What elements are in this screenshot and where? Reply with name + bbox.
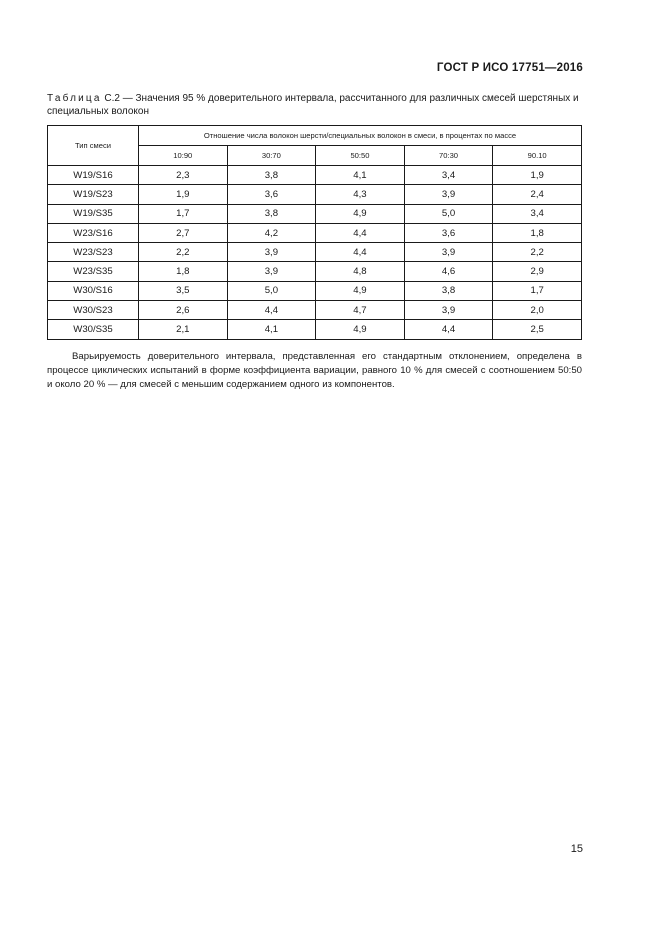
cell-value: 4,9	[316, 281, 405, 300]
cell-value: 3,9	[404, 301, 493, 320]
table-row	[48, 320, 582, 339]
cell-value: 4,1	[316, 166, 405, 185]
cell-value: 4,1	[227, 320, 316, 339]
cell-value: 1,8	[493, 223, 582, 242]
cell-mixture-type: W19/S23	[48, 185, 139, 204]
cell-value: 4,4	[316, 223, 405, 242]
cell-value: 5,0	[404, 204, 493, 223]
cell-value: 4,4	[404, 320, 493, 339]
table-row	[48, 262, 582, 281]
cell-value: 3,4	[493, 204, 582, 223]
cell-mixture-type: W19/S35	[48, 204, 139, 223]
column-header-ratio: 90.10	[493, 146, 582, 166]
cell-value: 2,0	[493, 301, 582, 320]
table-row	[48, 204, 582, 223]
cell-value: 3,5	[139, 281, 228, 300]
document-id-header: ГОСТ Р ИСО 17751—2016	[436, 62, 583, 74]
cell-mixture-type: W23/S35	[48, 262, 139, 281]
cell-value: 2,1	[139, 320, 228, 339]
table-caption-text: С.2 — Значения 95 % доверительного интервала, рассчитанного для различных смесей шерстяных и специальных волокон	[47, 93, 579, 117]
page-number: 15	[570, 843, 583, 855]
cell-value: 3,9	[227, 243, 316, 262]
cell-value: 3,9	[404, 185, 493, 204]
cell-value: 2,9	[493, 262, 582, 281]
cell-value: 2,3	[139, 166, 228, 185]
table-caption-label: Таблица	[47, 93, 102, 104]
cell-value: 2,4	[493, 185, 582, 204]
cell-value: 3,8	[227, 204, 316, 223]
cell-mixture-type: W30/S35	[48, 320, 139, 339]
cell-value: 1,7	[139, 204, 228, 223]
column-header-ratio: 70:30	[404, 146, 493, 166]
cell-mixture-type: W19/S16	[48, 166, 139, 185]
cell-value: 4,4	[316, 243, 405, 262]
cell-value: 4,4	[227, 301, 316, 320]
cell-mixture-type: W30/S16	[48, 281, 139, 300]
table-row	[48, 243, 582, 262]
note-paragraph: Варьируемость доверительного интервала, представленная его стандартным отклонением, определена в процессе циклических испытаний в форме коэффициента вариации, равного 10 % для смесей с соотношением 50:50 и около 20 % — для смесей с меньшим содержанием одного из компонентов.	[47, 351, 582, 390]
table-row	[48, 223, 582, 242]
column-header-ratio-group: Отношение числа волокон шерсти/специальных волокон в смеси, в процентах по массе	[139, 126, 582, 146]
cell-value: 3,9	[404, 243, 493, 262]
table-row	[48, 166, 582, 185]
cell-value: 3,6	[404, 223, 493, 242]
cell-value: 3,4	[404, 166, 493, 185]
column-header-ratio: 10:90	[139, 146, 228, 166]
cell-value: 1,8	[139, 262, 228, 281]
cell-value: 4,8	[316, 262, 405, 281]
confidence-interval-table	[47, 125, 582, 340]
cell-value: 5,0	[227, 281, 316, 300]
cell-value: 4,9	[316, 320, 405, 339]
cell-value: 1,7	[493, 281, 582, 300]
cell-value: 1,9	[139, 185, 228, 204]
table-caption	[47, 92, 587, 118]
cell-value: 4,3	[316, 185, 405, 204]
cell-mixture-type: W23/S16	[48, 223, 139, 242]
column-header-type: Тип смеси	[48, 126, 139, 166]
cell-value: 4,2	[227, 223, 316, 242]
cell-value: 3,8	[404, 281, 493, 300]
cell-value: 3,8	[227, 166, 316, 185]
cell-mixture-type: W23/S23	[48, 243, 139, 262]
table-header-row	[48, 126, 582, 146]
cell-value: 2,5	[493, 320, 582, 339]
table-row	[48, 281, 582, 300]
column-header-ratio: 30:70	[227, 146, 316, 166]
table-body	[48, 166, 582, 340]
cell-value: 2,7	[139, 223, 228, 242]
cell-mixture-type: W30/S23	[48, 301, 139, 320]
table-row	[48, 301, 582, 320]
cell-value: 2,2	[139, 243, 228, 262]
cell-value: 3,9	[227, 262, 316, 281]
cell-value: 2,6	[139, 301, 228, 320]
table-row	[48, 185, 582, 204]
cell-value: 4,7	[316, 301, 405, 320]
cell-value: 4,9	[316, 204, 405, 223]
cell-value: 1,9	[493, 166, 582, 185]
column-header-ratio: 50:50	[316, 146, 405, 166]
cell-value: 3,6	[227, 185, 316, 204]
cell-value: 2,2	[493, 243, 582, 262]
cell-value: 4,6	[404, 262, 493, 281]
